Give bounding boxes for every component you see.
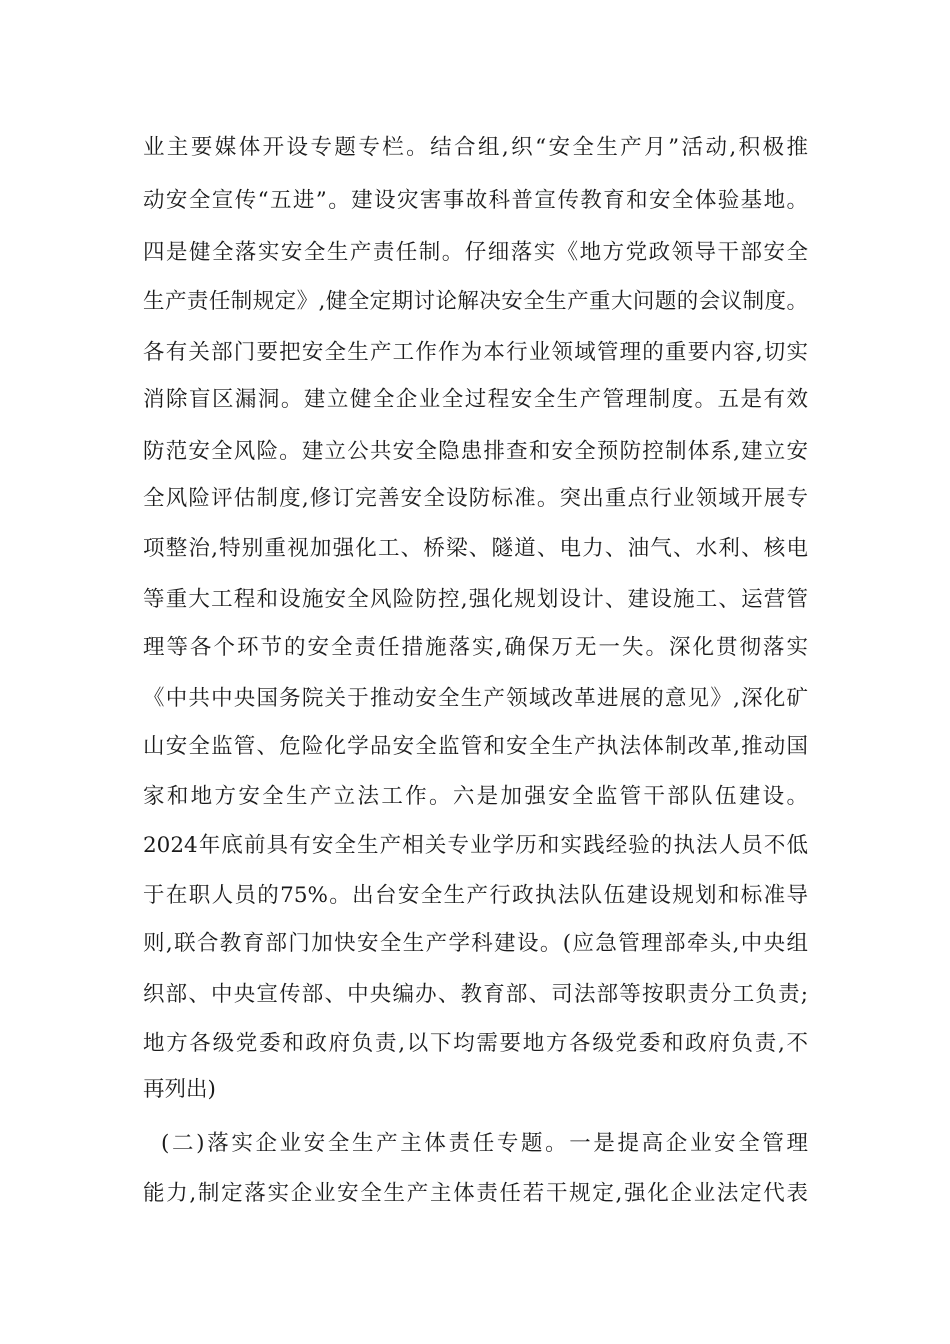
section-heading-line: (二)落实企业安全生产主体责任专题。一是提高企业安全管理	[161, 1131, 808, 1156]
text-line: 再列出)	[143, 1077, 216, 1102]
text-line: 等重大工程和设施安全风险防控,强化规划设计、建设施工、运营管	[143, 587, 808, 612]
text-line: 家和地方安全生产立法工作。六是加强安全监管干部队伍建设。	[143, 784, 808, 809]
text-line: 生产责任制规定》,健全定期讨论解决安全生产重大问题的会议制度。	[143, 289, 808, 314]
text-line: 各有关部门要把安全生产工作作为本行业领域管理的重要内容,切实	[143, 340, 808, 365]
text-line: 能力,制定落实企业安全生产主体责任若干规定,强化企业法定代表	[143, 1181, 808, 1206]
text-line: 地方各级党委和政府负责,以下均需要地方各级党委和政府负责,不	[143, 1031, 808, 1056]
text-line: 《中共中央国务院关于推动安全生产领域改革进展的意见》,深化矿	[143, 686, 808, 711]
text-line: 山安全监管、危险化学品安全监管和安全生产执法体制改革,推动国	[143, 734, 808, 759]
text-line: 则,联合教育部门加快安全生产学科建设。(应急管理部牵头,中央组	[143, 931, 808, 956]
text-line: 四是健全落实安全生产责任制。仔细落实《地方党政领导干部安全	[143, 240, 808, 265]
text-line: 消除盲区漏洞。建立健全企业全过程安全生产管理制度。五是有效	[143, 387, 808, 412]
text-line: 理等各个环节的安全责任措施落实,确保万无一失。深化贯彻落实	[143, 635, 808, 660]
text-line: 全风险评估制度,修订完善安全设防标准。突出重点行业领域开展专	[143, 486, 808, 511]
text-line: 2024年底前具有安全生产相关专业学历和实践经验的执法人员不低	[143, 833, 808, 858]
text-line: 业主要媒体开设专题专栏。结合组,织“安全生产月”活动,积极推	[143, 135, 808, 160]
text-line: 于在职人员的75%。出台安全生产行政执法队伍建设规划和标准导	[143, 883, 808, 908]
text-line: 织部、中央宣传部、中央编办、教育部、司法部等按职责分工负责;	[143, 982, 808, 1007]
text-line: 防范安全风险。建立公共安全隐患排查和安全预防控制体系,建立安	[143, 439, 808, 464]
text-line: 项整治,特别重视加强化工、桥梁、隧道、电力、油气、水利、核电	[143, 536, 808, 561]
text-line: 动安全宣传“五进”。建设灾害事故科普宣传教育和安全体验基地。	[143, 188, 808, 213]
